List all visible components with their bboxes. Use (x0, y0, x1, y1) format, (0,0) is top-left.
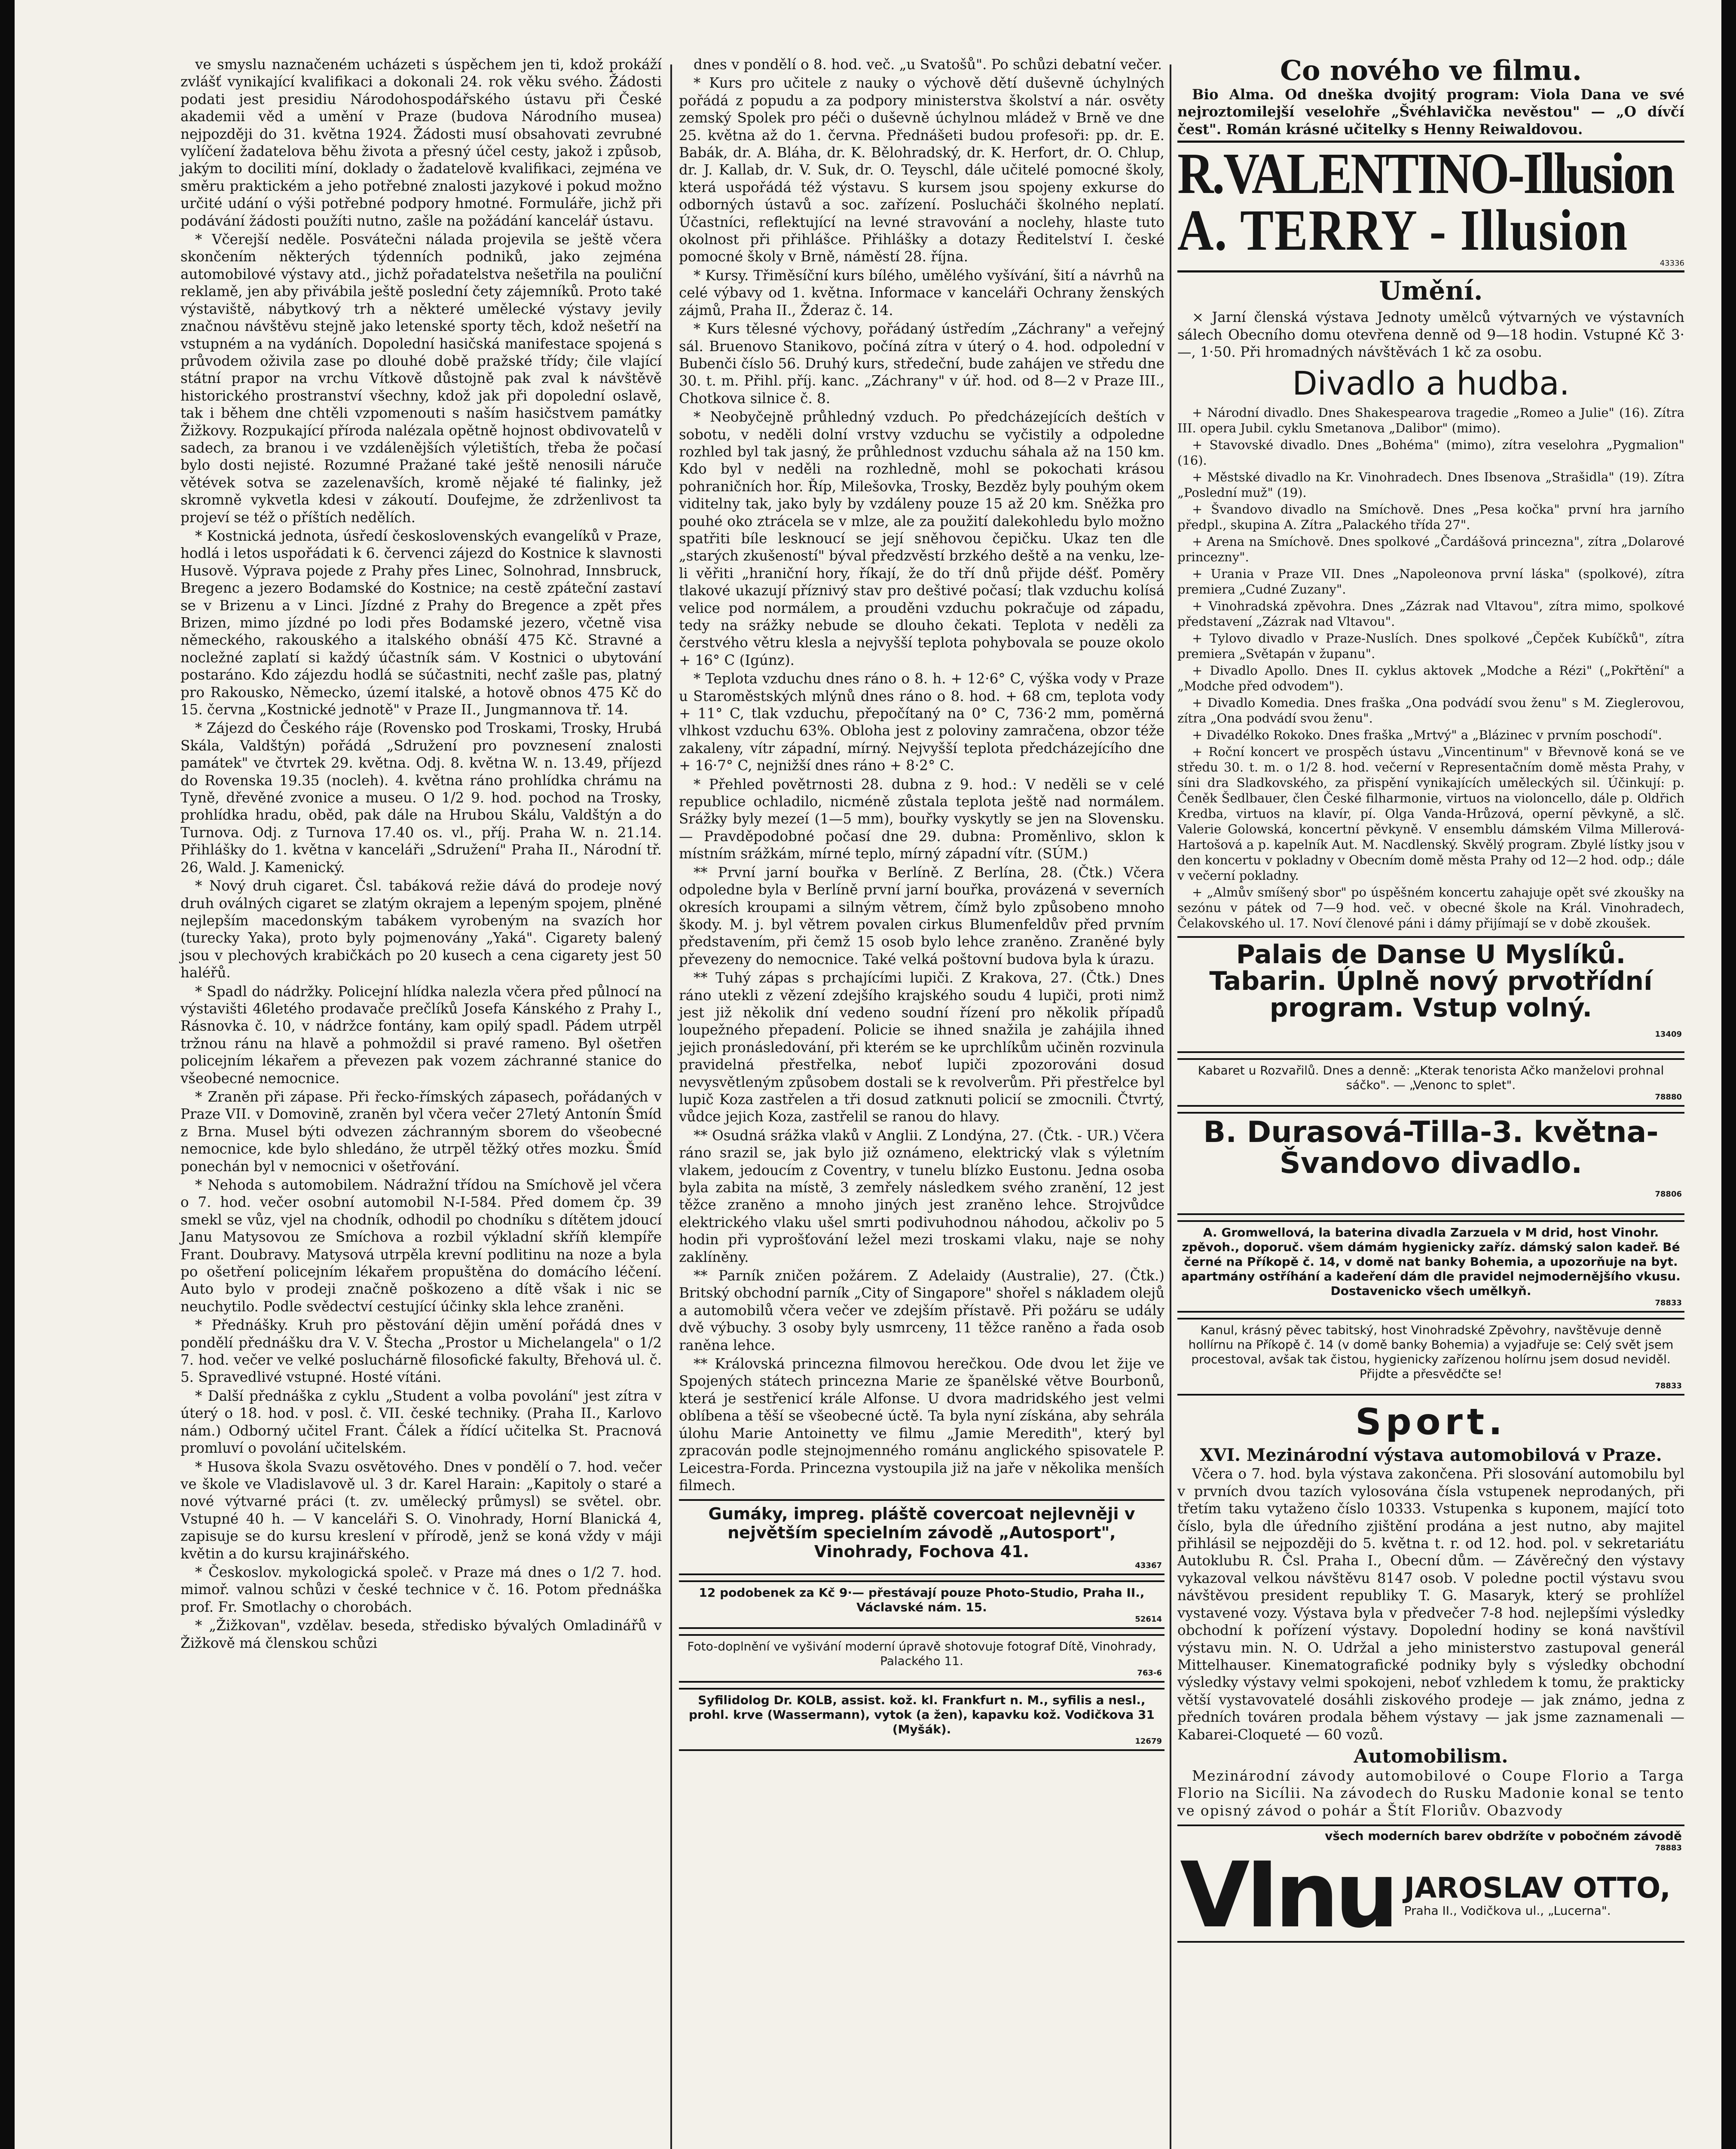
article-paragraph: * Včerejší neděle. Posvátečni nálada projevila se ještě včera skončením některých týdenních podniků, jako zejména automobilové výstavy atd., jichž pořadatelstva nešetřila na pouliční reklamě, jen aby přivábila ještě poslední čety zájemníků. Proto také výstaviště, nábytkový trh a některé umělecké výstavy jevily značnou návštěvu stejně jako letenské sporty těch, kdož nešetří na vstupném a na vydáních. Dopolední hasičská manifestace spojená s průvodem oživila zase po dlouhé době pražské třídy; čile vlající státní prapor na vrchu Vítkově důstojně pak zval k návštěvě historického prostranství všechny, kdož jak při dopolední oslavě, tak i během dne chtěli vzpomenouti s naším hasičstvem památky Žižkovy. Rozpukající příroda nalézala opětně hojnost obdivovatelů v sadech, za branou i ve vzdálenějších výletištích, třeba že počasí bylo dosti nejisté. Rozumné Pražané také ještě nenosili náruče větévek sotva se zazelenavších, kromě nějaké té fialinky, jež skromně vykvetla kdesi v zákoutí. Doufejme, že zdrženlivost ta projeví se též o příštích nedělích. (180, 231, 662, 526)
article-paragraph: + Vinohradská zpěvohra. Dnes „Zázrak nad Vltavou", zítra mimo, spolkové představení „Zázrak nad Vltavou". (1177, 599, 1684, 629)
film-section-heading: Co nového ve filmu. (1280, 55, 1582, 87)
art-exhibition-text: × Jarní členská výstava Jednoty umělců výtvarných ve výstavních sálech Obecního domu otevřena denně od 9—18 hodin. Vstupné Kč 3·—, 1·50. Při hromadných návštěvách 1 kč za osobu. (1177, 309, 1684, 361)
column-rule (670, 64, 672, 2149)
ad-valentino-terry (1177, 141, 1684, 272)
article-paragraph: + Divadélko Rokoko. Dnes fraška „Mrtvý" a „Blázinec v prvním poschodí". (1192, 728, 1662, 743)
article-paragraph: + Arena na Smíchově. Dnes spolkové „Čardášová princezna", zítra „Dolarové princezny". (1177, 534, 1684, 565)
theatre-section-heading: Divadlo a hudba. (1292, 364, 1570, 403)
art-section-heading: Umění. (1379, 276, 1483, 306)
ad-otto-address: Praha II., Vodičkova ul., „Lucerna". (1404, 1904, 1611, 1918)
article-paragraph: * Zraněn při zápase. Při řecko-římských zápasech, pořádaných v Praze VII. v Domovině, zraněn byl včera večer 27letý Antonín Šmíd z Brna. Musel býti odvezen záchranným sborem do všeobecné nemocnice, kde bylo shledáno, že utrpěl těžký otřes mozku. Šmíd ponechán byl v nemocnici v ošetřování. (180, 1088, 662, 1175)
article-paragraph: * Kursy. Třiměsíční kurs bílého, umělého vyšívání, šití a návrhů na celé výbavy od 1. května. Informace v kanceláři Ochrany ženských zájmů, Praha II., Žderaz č. 14. (679, 267, 1164, 318)
sport-report-text: Včera o 7. hod. byla výstava zakončena. Při slosování automobilu byl v prvních dvou tazích vylosována čísla vstupenek neprodaných, při třetím taku vytaženo číslo 10333. Vstupenka s kuponem, mající toto číslo, byla dle úředního zjištění prodána a jest nutno, aby majitel přihlásil se nejpozději do 5. května t. r. od 12. hod. pol. v sekretariátu Autoklubu R. Čsl. Praha I., Obecní dům. — Závěrečný den výstavy vykazoval velkou návštěvu 8147 osob. V poledne poctil výstavu svou návštěvou president republiky T. G. Masaryk, který se prohlížel vystavené vozy. Výstava byla v předvečer 7-8 hod. nejlepšími výsledky obchodní k pořízení výstavy. Dopolední hodiny se koná navštívil výstavu min. N. O. Udržal a jeho ministerstvo zastupoval generál Mittelhauser. Kinematografické podniky byly s výsledky obchodní výsledky výstavy velmi spokojeni, neboť vzhledem k tomu, že prakticky větší vystavovatelé dosáhli ziskového prodeje — jak známo, jedna z předních továren prodala během výstavy — jak jsme zaznamenali — Kabarei-Cloqueté — 60 vozů. (1177, 1466, 1684, 1743)
article-paragraph: * Nehoda s automobilem. Nádražní třídou na Smíchově jel včera o 7. hod. večer osobní automobil N-I-584. Před domem čp. 39 smekl se vůz, vjel na chodník, odhodil po chodníku s dítětem jdoucí Janu Matysovou ze Smíchova a rozbil výkladní skříň klempíře Frant. Doubravy. Matysová utrpěla krevní podlitinu na noze a byla po ošetření policejním lékařem propuštěna do domácího léčení. Auto bylo v prodeji značně poškozeno a dítě však i nic se neuchytilo. Podle svědectví cestující účinky skla lehce zraněni. (180, 1177, 662, 1315)
ad-number: 78806 (1655, 1190, 1682, 1199)
ad-number: 78880 (1655, 1093, 1682, 1102)
ad-number: 78833 (1655, 1381, 1682, 1391)
article-paragraph: * Přehled povětrnosti 28. dubna z 9. hod.: V neděli se v celé republice ochladilo, nicméně zůstala teplota ještě nad normálem. Srážky byly mezeí (1—5 mm), bouřky vyskytly se jen na Slovensku. — Pravděpodobné počasí dne 29. dubna: Proměnlivo, sklon k místním srážkám, mírné teplo, mírný západní vítr. (SÚM.) (679, 776, 1164, 862)
article-paragraph: * Českoslov. mykologická společ. v Praze má dnes o 1/2 7. hod. mimoř. valnou schůzi v české technice v č. 16. Potom přednáška prof. Fr. Smotlachy o chorobách. (180, 1564, 662, 1615)
article-paragraph: * Kostnická jednota, úsředí československých evangelíků v Praze, hodlá i letos uspořádati k 6. červenci zájezd do Kostnice k slavnosti Husově. Výprava pojede z Prahy přes Linec, Solnohrad, Innsbruck, Bregenc a jezero Bodamské do Kostnice; na cestě zpáteční zastaví se v Brizenu a v Linci. Jízdné z Prahy do Bregence a zpět přes Brizen, mimo jízdné po lodi přes Bodamské jezero, včetně visa německého, rakouského a italského obnáší 475 Kč. Stravné a nocležné zaplatí si každý účastník sám. V Kostnici o ubytování postaráno. Kdo zájezdu hodlá se súčastniti, nechť zašle pas, platný pro Rakousko, Německo, území italské, a hotově obnos 475 Kč do 15. června „Kostnické jednotě" v Praze II., Jungmannova tř. 14. (180, 527, 662, 718)
ad-gromwell (1177, 1220, 1684, 1313)
ad-durasova (1177, 1112, 1684, 1215)
article-paragraph: * Další přednáška z cyklu „Student a volba povolání" jest zítra v úterý o 18. hod. v posl. č. VII. české techniky. (Praha II., Karlovo nám.) Odborný učitel Frant. Čálek a řídící učitelka St. Pracnová promluví o povolání učitelském. (180, 1387, 662, 1457)
ad-durasova-text: B. Durasová-Tilla-3. květnа-Švandovo divadlo. (1203, 1115, 1659, 1181)
ad-otto-name: JAROSLAV OTTO, (1404, 1871, 1671, 1905)
article-paragraph: * Husova škola Svazu osvětového. Dnes v pondělí o 7. hod. večer ve škole ve Vladislavově ul. 3 dr. Karel Harain: „Kapitoly o staré a nové výtvarné práci (t. zv. umělecký průmysl) se světel. obr. Vstupné 40 h. — V kanceláři S. O. Vinohrady, Horní Blanická 4, zapisuje se do kursu kreslení v přírodě, jenž se koná vždy v máji květin a do kursu krajinářského. (180, 1458, 662, 1562)
column-right (1177, 56, 1684, 1948)
ad-syfilidolog (679, 1688, 1164, 1751)
ad-otto-tagline: všech moderních barev obdržíte v pobočném závodě (1325, 1829, 1682, 1843)
article-paragraph: * Přednášky. Kruh pro pěstování dějin umění pořádá dnes v pondělí přednášku dra V. V. Štecha „Prostor u Michelangela" o 1/2 7. hod. večer ve velké posluchárně filosofické fakulty, Břehová ul. č. 5. Spravedlivé vstupné. Hosté vítáni. (180, 1317, 662, 1386)
article-paragraph: ** První jarní bouřka v Berlíně. Z Berlína, 28. (Čtk.) Včera odpoledne byla v Berlíně první jarní bouřka, provázená v severních okresích kroupami a silným větrem, čímž bylo způsobeno mnoho škody. M. j. byl větrem povalen cirkus Blumenfeldův před prvním představením, při čemž 15 osob bylo lehce zraněno. Zraněné byly převezeny do nemocnice. Také velká poštovní budova byla k úrazu. (679, 864, 1164, 967)
sport-subheading: XVI. Mezinárodní výstava automobilová v Praze. (1200, 1445, 1662, 1466)
article-paragraph: * Nový druh cigaret. Čsl. tabáková režie dává do prodeje nový druh oválných cigaret se zlatým okrajem a lepeným spojem, plněné nejlepším macedonským tabákem vyrobeným na svazích hor (turecky Yaka), proto byly pojmenovány „Yaká". Cigarety balený jsou v plechových krabičkách po 20 kusech a cena cigarety jest 50 haléřů. (180, 878, 662, 981)
ad-kabaret-text: Kabaret u Rozvařilů. Dnes a denně: „Kterak tenorista Ačko manželovi prohnal sáčko". — „Venonc to splet". (1198, 1063, 1664, 1093)
left-page-edge (0, 0, 15, 2149)
ad-number: 43336 (1660, 259, 1684, 268)
ad-foto-text: Foto-doplnění ve vyšivání moderní úpravě shotovuje fotograf Dítě, Vinohrady, Palackého 11. (687, 1639, 1156, 1668)
column-middle (679, 56, 1164, 1756)
article-paragraph: ve smyslu naznačeném ucházeti s úspěchem jen ti, kdož prokáží zvlášť vynikající kvalifikaci a dokonali 24. rok věku svého. Žádosti podati jest presidiu Národohospodářského ústavu při České akademii věd a umění v Praze (budova Národního musea) nejpozději do 31. května 1924. Žádosti musí obsahovati zevrubné vylíčení žadatelova běhu života a přesný účel cesty, jakož i způsob, jakým to dociliti míní, doklady o žadatelově kvalifikaci, zejména ve směru praktickém a jeho potřebné znalosti jazykové i pokud možno určité udání o výši potřebné podpory hmotné. Formuláře, jichž při podávání žádosti použíti nutno, zašle na požádání kancelář ústavu. (180, 56, 662, 229)
article-paragraph: * Zájezd do Českého ráje (Rovensko pod Troskami, Trosky, Hrubá Skála, Valdštýn) pořádá „Sdružení pro povznesení znalosti památek" ve čtvrtek 29. května. Odj. 8. května W. n. 13.49, příjezd do Rovenska 19.35 (nocleh). 4. května ráno prohlídka chrámu na Tyně, dřevěné zvonice a museu. O 1/2 9. hod. pochod na Trosky, prohlídka hradu, oběd, pak dále na Hrubou Skálu, Valdštýn a do Turnova. Odj. z Turnova 17.40 os. vl., příj. Praha W. n. 21.14. Přihlášky do 1. května v kanceláři „Sdružení" Praha II., Národní tř. 26, Wald. J. Kamenický. (180, 720, 662, 876)
right-page-edge (1721, 0, 1736, 2149)
film-program-text: Bio Alma. Od dneška dvojitý program: Viola Dana ve své nejroztomilejší veselohře „Švéhlavička nevěstou" — „O dívčí čest". Román krásné učitelky s Henny Reiwaldovou. (1177, 86, 1684, 138)
article-paragraph: ** Královská princezna filmovou herečkou. Ode dvou let žije ve Spojených státech princezna Marie ze španělské větve Bourbonů, která je sestřenicí krále Alfonse. U dvora madridského jest velmi oblíbena a těší se všeobecné úctě. Ta byla nyní získána, aby sehrála úlohu Marie Antoinetty ve filmu „Jamie Meredith", který byl zpracován podle stejnojmenného románu anglického spisovatele P. Leicestra-Forda. Princezna vystoupila již na jaře v několika menších filmech. (679, 1356, 1164, 1494)
column-left (180, 56, 662, 1653)
article-paragraph: + „Almův smíšený sbor" po úspěšném koncertu zahajuje opět své zkoušky na sezónu v pátek od 7—9 hod. več. v obecné škole na Král. Vinohradech, Čelakovského ul. 17. Noví členové páni i dámy přijímají se v době zkoušek. (1177, 885, 1684, 931)
ad-jaroslav-otto (1177, 1825, 1684, 1948)
article-paragraph: + Urania v Praze VII. Dnes „Napoleonova první láska" (spolkové), zítra premiera „Cudné Zuzany". (1177, 566, 1684, 597)
ad-number: 52614 (1135, 1615, 1162, 1624)
motoring-text: Mezinárodní závody automobilové o Coupe Florio a Targa Florio na Sicílii. Na závodech do Rusku Madonie konal se tento ve opisný závod o pohár a Štít Floriův. Obazvody (1177, 1767, 1684, 1819)
article-paragraph: + Divadlo Komedia. Dnes fraška „Ona podvádí svou ženu" s M. Zieglerovou, zítra „Ona podvádí svou ženu". (1177, 695, 1684, 726)
column-rule (1170, 64, 1171, 2149)
article-paragraph: + Městské divadlo na Kr. Vinohradech. Dnes Ibsenova „Strašidla" (19). Zítra „Poslední muž" (19). (1177, 470, 1684, 500)
article-paragraph: ** Tuhý zápas s prchajícími lupiči. Z Krakova, 27. (Čtk.) Dnes ráno utekli z vězení zdejšího krajského soudu 4 lupiči, proti nimž jest již několik dní vedeno soudní řízení pro několik případů loupežného přepadení. Policie se ihned snažila je zahájila ihned jejich pronásledování, při kterém se ke uprchlíkům učiněn rozvinula pravidelná přestřelka, neboť lupiči zpozorováni dosud nevysvětleným způsobem dostali se k revolverům. Při přestřelce byl lupič Koza zastřelen a tři dosud zatknuti policií se zmocnili. Čtvrtý, vůdce jejich Koza, zastřelil se ranou do hlavy. (679, 970, 1164, 1125)
article-paragraph: + Tylovo divadlo v Praze-Nuslích. Dnes spolkové „Čepček Kubíčků", zítra premiera „Světapán v županu". (1177, 631, 1684, 661)
article-paragraph: * Kurs tělesné výchovy, pořádaný ústředím „Záchrany" a veřejný sál. Bruenovo Stanikovo, počíná zítra v úterý o 4. hod. odpolední v Bubenči číslo 56. Druhý kurs, středeční, bude zahájen ve středu dne 30. t. m. Přihl. příj. kanc. „Záchrany" v úř. hod. od 8—2 v Praze III., Chotkova silnice č. 8. (679, 321, 1164, 407)
ad-gumaky-text: Gumáky, impreg. pláště covercoat nejlevněji v největším specielním závodě „Autosport", Vinohrady, Fochova 41. (708, 1504, 1135, 1561)
ad-number: 78833 (1655, 1298, 1682, 1308)
article-paragraph: * Spadl do nádržky. Policejní hlídka nalezla včera před půlnocí na výstavišti 46letého prodavače prečlíků Josefa Kánského z Prahy I., Rásnovka č. 10, v nádržce fontány, kam opilý spadl. Pádem utrpěl tržnou ránu na hlavě a pohmoždil si pravé rameno. Byl ošetřen policejním lékařem a převezen pak vozem záchranné stanice do všeobecné nemocnice. (180, 983, 662, 1087)
article-paragraph: * „Žižkovan", vzdělav. beseda, středisko bývalých Omladinářů v Žižkově má členskou schůzi (180, 1617, 662, 1651)
article-paragraph: + Roční koncert ve prospěch ústavu „Vincentinum" v Břevnově koná se ve středu 30. t. m. o 1/2 8. hod. večerní v Representačním domě města Prahy, v síni dra Sladkovského, za přispění vynikajících uměleckých sil. Účinkují: p. Čeněk Šedlbauer, člen České filharmonie, virtuos na violoncello, dále p. Oldřich Kredba, virtuos na klavír, pí. Olga Vanda-Hrůzová, operní pěvkyně, a slč. Valerie Golowská, koncertní pěvkyně. V ensemblu dámském Vilma Millerová-Hartošová a p. kapelník Aut. M. Nacdlenský. Skvělý program. Zbylé lístky jsou v den koncertu v pokladny v Obecním domě města Prahy od 12—2 hod. odp.; dále v večerní pokladny. (1177, 744, 1684, 883)
article-paragraph: ** Parník zničen požárem. Z Adelaidy (Australie), 27. (Čtk.) Britský obchodní parník „City of Singapore" shořel s nákladem olejů a automobilů včera večer ve zdejším přístavě. Při požáru se udály dvě výbuchy. 3 osoby byly usmrceny, 11 těžce raněno a řada osob raněna lehce. (679, 1267, 1164, 1353)
sport-section-heading: Sport. (1355, 1401, 1507, 1443)
ad-gumaky (679, 1499, 1164, 1575)
ad-photo-studio (679, 1580, 1164, 1629)
article-paragraph: + Švandovo divadlo na Smíchově. Dnes „Pesa kočka" první hra jarního předpl., skupina A. Zítra „Palackého třída 27". (1177, 502, 1684, 533)
article-paragraph: + Stavovské divadlo. Dnes „Bohéma" (mimo), zítra veselohra „Pygmalion" (16). (1177, 438, 1684, 468)
article-paragraph: * Kurs pro učitele z nauky o výchově dětí duševně úchylných pořádá z popudu a za podpory ministerstva školství a nár. osvěty zemský Spolek pro péči o duševně úchylnou mládež v Brně ve dne 25. května až do 1. června. Přednášeti budou profesoři: pp. dr. E. Babák, dr. A. Bláha, dr. K. Bělohradský, dr. K. Herfort, dr. O. Chlup, dr. J. Kallab, dr. V. Suk, dr. O. Teyschl, dále učitelé pomocné školy, která uspořádá též výstavu. S kursem jsou spojeny exkurse do odborných ústavů a soc. zařízení. Poslucháči školného neplatí. Účastníci, reflektující na levné stravování a noclehy, hlaste tuto okolnost při přihlášce. Přihlášky a dotazy Ředitelství I. české pomocné školy v Brně, náměstí 28. října. (679, 75, 1164, 265)
article-paragraph: * Neobyčejně průhledný vzduch. Po předcházejících deštích v sobotu, v neděli dolní vrstvy vzduchu se vyčistily a odpoledne rozhled byl tak jasný, že průhlednost vzduchu sáhala až na 150 km. Kdo byl v neděli na rozhledně, mohl se pokochati krásou pohraničních hor. Říp, Milešovka, Trosky, Bezděz byly pouhým okem viditelny tak, jako byly by vzdáleny pouze 15 až 20 km. Sněžka pro pouhé oko ztrácela se v mlze, ale za použití dalekohledu bylo možno spatřiti bíle lesknoucí se její sněhovou čepičku. Ukaz ten dle „starých zkušeností" býval předzvěstí brzkého deště a na venku, lze-li věřiti „hraniční hory, říkají, že do tří dnů přijde déšť. Poměry tlakové ukazují příznivý stav pro deštivé počasí; tlak vzduchu kolísá velice pod normálem, a prouděni vzduchu pokračuje od západu, tedy na srážky nebude se dlouho čekati. Teplota v neděli za čerstvého větru klesla a nejvyšší teplota pohybovala se pouze okolo + 16° C (Igúnz). (679, 409, 1164, 668)
ad-syfilidolog-text: Syfilidolog Dr. KOLB, assist. kož. kl. Frankfurt n. M., syfilis a nesl., prohl. krve (Wassermann), vytok (a žen), kapavku kož. Vodičkova 31 (Myšák). (689, 1693, 1155, 1737)
article-paragraph: ** Osudná srážka vlaků v Anglii. Z Londýna, 27. (Čtk. - UR.) Včera ráno srazil se, jak bylo již oznámeno, elektrický vlak s výletním vlakem, jedoucím z Coventry, v tunelu blízko Eustonu. Jedna osoba byla zabita na místě, 3 zemřely následkem svého zranění, 12 jest těžce zraněno a mnoho jiných jest zraněno lehce. Strojvůdce elektrického vlaku ušel smrti podivuhodnou náhodou, ačkoliv po 5 hodin při vyprošťování ležel mezi troskami vlaku, naje se nohy zaklíněny. (679, 1127, 1164, 1265)
article-paragraph: * Teplota vzduchu dnes ráno o 8. h. + 12·6° C, výška vody v Praze u Staroměstských mlýnů dnes ráno o 8. hod. + 68 cm, teplota vody + 11° C, tlak vzduchu, přepočítaný na 0° C, 736·2 mm, poměrná vlhkost vzduchu 63%. Obloha jest z poloviny zamračena, obzor téže zakaleny, vítr západní, mírný. Nejvyšší teplota předcházejícího dne + 16·7° C, nejnižší dnes ráno + 8·2° C. (679, 670, 1164, 774)
ad-number: 763-6 (1137, 1668, 1162, 1678)
ad-photo-text: 12 podobenek za Kč 9·— přestávají pouze Photo-Studio, Praha II., Václavské nám. 15. (699, 1586, 1145, 1615)
ad-otto-wordmark: VInu (1180, 1843, 1395, 1948)
ad-kabaret (1177, 1058, 1684, 1107)
ad-palais-text: Palais de Danse U Myslíků. Tabarin. Úplně nový prvotřídní program. Vstup volný. (1209, 940, 1653, 1023)
article-paragraph: dnes v pondělí o 8. hod. več. „u Svatošů". Po schůzi debatní večer. (694, 56, 1162, 73)
ad-palais-de-danse (1177, 936, 1684, 1053)
theatre-listing (1177, 405, 1684, 931)
motoring-section-heading: Automobilism. (1354, 1745, 1508, 1767)
article-paragraph: + Divadlo Apollo. Dnes II. cyklus aktovek „Modche a Rézi" („Pokřtění" a „Modche před odvodem"). (1177, 663, 1684, 694)
ad-foto (679, 1634, 1164, 1683)
ad-gromwell-text: A. Gromwellová, la baterina divadla Zarzuela v M drid, host Vinohr. zpěvoh., doporuč. všem dámám hygienicky zaříz. dámský salon kadeř. Bé černé na Příkopě č. 14, v domě nat banky Bohemia, a upozorňuje na byt. apartmány ostříhání a kadeření dám dle pravidel nejmodernějšího vkusu. Dostavenicko všech umělkyň. (1181, 1225, 1681, 1298)
ad-number: 78883 (1655, 1843, 1682, 1853)
article-paragraph: + Národní divadlo. Dnes Shakespearova tragedie „Romeo a Julie" (16). Zítra III. opera Jubil. cyklu Smetanova „Dalibor" (mimo). (1177, 405, 1684, 436)
ad-number: 12679 (1135, 1737, 1162, 1746)
ad-kanul-text: Kanul, krásný pěvec tabitský, host Vinohradské Zpěvohry, navštěvuje denně hollírnu na Příkopě č. 14 (v domě banky Bohemia) a vyjadřuje se: Celý svět jsem procestoval, avšak tak čistou, hygienicky zařízenou holírnu jsem dosud neviděl. Přijdte a přesvědčte se! (1188, 1323, 1674, 1381)
ad-kanul (1177, 1318, 1684, 1396)
ad-terry-line: A. TERRY - Illusion (1177, 198, 1628, 263)
ad-number: 43367 (1135, 1561, 1162, 1570)
ad-number: 13409 (1655, 1030, 1682, 1039)
ad-valentino-line: R.VALENTINO-Illusion (1177, 141, 1674, 206)
